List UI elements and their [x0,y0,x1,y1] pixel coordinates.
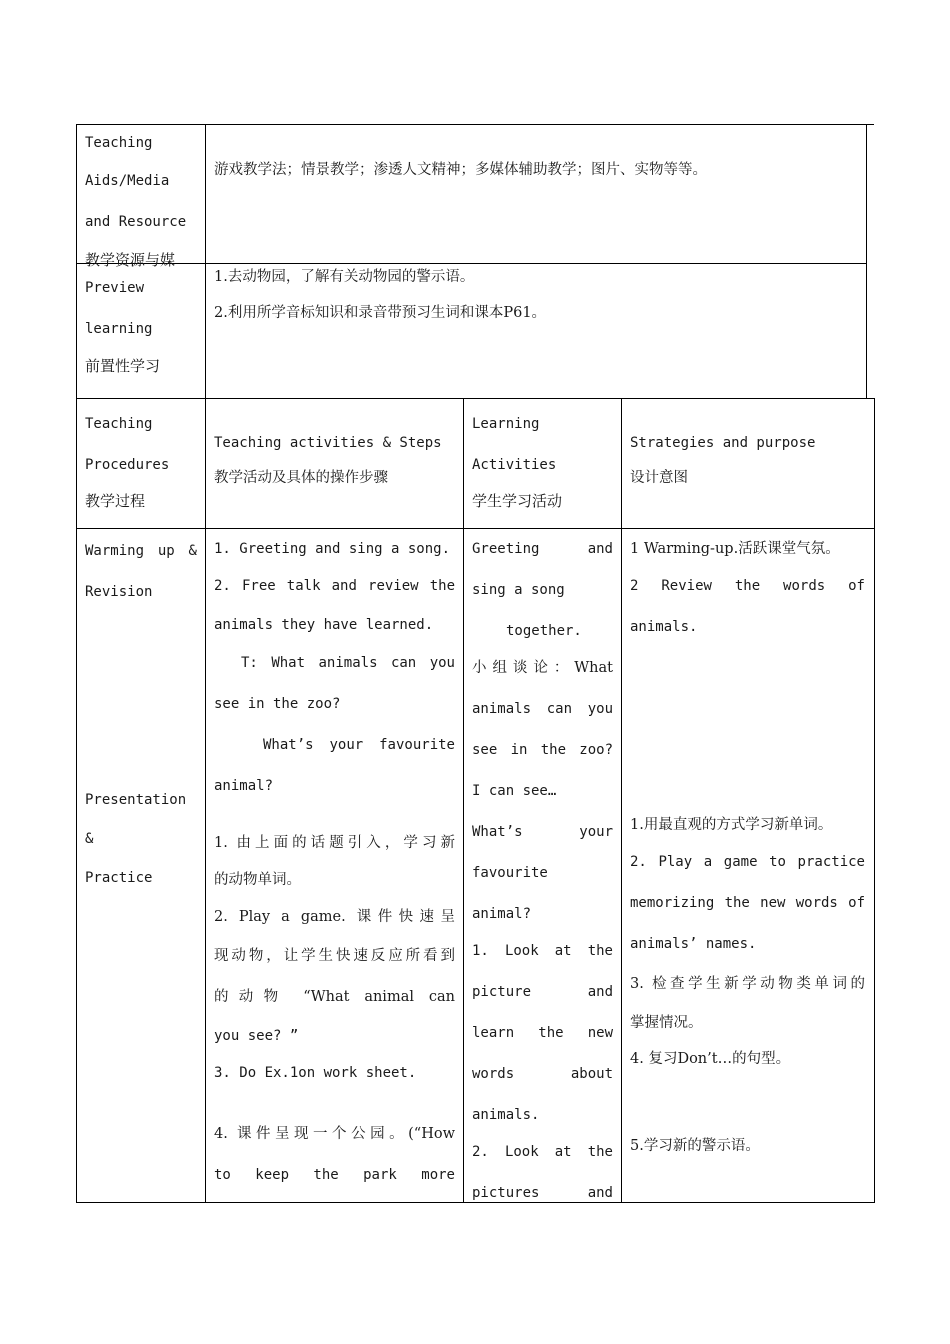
learning-line-4: 小组谈论：What [472,660,613,676]
learning-line-15: animals. [472,1107,540,1123]
strategy-line-2: 2 Review the words of [630,578,865,594]
teaching-activities-body [214,531,455,1197]
learning-line-1: Greeting and [472,541,613,557]
strategy-line-1: 1 Warming-up.活跃课堂气氛。 [630,541,840,557]
header-col4-line-2: 设计意图 [630,470,688,486]
preview-label-line-3: 前置性学习 [85,357,161,375]
header-col4-line-1: Strategies and purpose [630,435,816,451]
activity-line-11: 现动物，让学生快速反应所看到 [214,948,455,964]
header-col2-line-2: 教学活动及具体的操作步骤 [214,470,388,486]
learning-line-9: favourite [472,865,548,881]
header-learning-activities [472,404,618,516]
learning-line-5: animals can you [472,701,613,717]
strategy-line-10: 4. 复习Don’t…的句型。 [630,1051,791,1067]
learning-activities-body [472,531,613,1216]
preview-label-line-2: learning [85,321,153,337]
strategy-gap-1 [630,650,865,807]
learning-line-12: picture and [472,984,613,1000]
procedures-col-divider-2 [463,398,464,1203]
aids-label [85,124,203,279]
procedures-header-divider [76,528,875,529]
activity-line-2: 2. Free talk and review the [214,578,455,594]
stage-warming-line-2: Revision [85,584,153,600]
header-col1-line-3: 教学过程 [85,492,146,510]
learning-line-3: together. [506,623,582,639]
preview-content-line-1: 1.去动物园，了解有关动物园的警示语。 [214,269,475,285]
learning-line-14: words about [472,1066,613,1082]
header-teaching-procedures [85,404,203,516]
top-table-extra-edge [866,124,874,125]
activity-line-3: animals they have learned. [214,617,434,633]
aids-label-line-2: Aids/Media [85,173,170,189]
learning-line-7: I can see… [472,783,557,799]
activity-line-6: What’s your favourite [263,737,455,753]
activity-line-4: T: What animals can you [241,655,455,671]
aids-label-line-1: Teaching [85,135,153,151]
strategy-line-3: animals. [630,619,698,635]
stage-warming-up [85,531,197,613]
aids-content-text: 游戏教学法；情景教学；渗透人文精神；多媒体辅助教学；图片、实物等等。 [214,162,707,178]
activity-line-13: you see? ” [214,1028,299,1044]
aids-content [214,152,854,188]
stage-presentation-line-1: Presentation [85,792,187,808]
learning-line-8: What’s your [472,824,613,840]
activity-line-1: 1. Greeting and sing a song. [214,541,451,557]
strategy-line-11: 5.学习新的警示语。 [630,1138,760,1154]
header-col1-line-2: Procedures [85,457,170,473]
header-col3-line-2: Activities [472,457,557,473]
learning-line-6: see in the zoo? [472,742,613,758]
header-col1-line-1: Teaching [85,416,153,432]
aids-label-line-4: 教学资源与媒 [85,251,176,269]
stage-presentation-line-3: Practice [85,870,153,886]
header-strategies [630,425,868,495]
activity-gap-2 [214,1092,455,1116]
stage-presentation [85,781,197,898]
activity-line-10: 2. Play a game. 课件快速呈 [214,909,455,925]
strategy-line-6: memorizing the new words of [630,895,865,911]
preview-content [214,259,854,331]
stage-warming-line-1: Warming up & [85,543,197,559]
header-col3-line-1: Learning [472,416,540,432]
strategy-line-4: 1.用最直观的方式学习新单词。 [630,817,833,833]
header-col2-line-1: Teaching activities & Steps [214,435,442,451]
aids-label-line-3: and Resource [85,214,187,230]
preview-label [85,268,203,383]
stage-presentation-line-2: & [85,831,94,847]
strategy-line-8: 3. 检查学生新学动物类单词的 [630,976,865,992]
activity-line-16: to keep the park more [214,1167,455,1183]
learning-line-10: animal? [472,906,532,922]
activity-line-5: see in the zoo? [214,696,341,712]
activity-line-7: animal? [214,778,274,794]
header-col3-line-3: 学生学习活动 [472,492,563,510]
learning-line-11: 1. Look at the [472,943,613,959]
learning-line-2: sing a song [472,582,565,598]
procedures-col-divider-1 [205,398,206,1203]
learning-line-13: learn the new [472,1025,613,1041]
preview-content-line-2: 2.利用所学音标知识和录音带预习生词和课本P61。 [214,305,547,321]
strategies-body [630,531,865,1165]
strategy-line-5: 2. Play a game to practice [630,854,865,870]
learning-line-16: 2. Look at the [472,1144,613,1160]
learning-line-17: pictures and [472,1185,613,1201]
procedures-col-divider-3 [621,398,622,1203]
strategy-gap-2 [630,1076,865,1128]
activity-line-8: 1. 由上面的话题引入，学习新 [214,835,455,851]
activity-gap-1 [214,809,455,825]
strategy-line-9: 掌握情况。 [630,1015,703,1031]
activity-line-15: 4. 课件呈现一个公园。(“How [214,1126,455,1142]
top-table-divider [205,124,206,398]
preview-label-line-1: Preview [85,280,145,296]
activity-line-14: 3. Do Ex.1on work sheet. [214,1065,417,1081]
activity-line-12: 的动物 “What animal can [214,989,455,1005]
strategy-line-7: animals’ names. [630,936,757,952]
activity-line-9: 的动物单词。 [214,872,301,888]
header-teaching-activities [214,425,460,495]
